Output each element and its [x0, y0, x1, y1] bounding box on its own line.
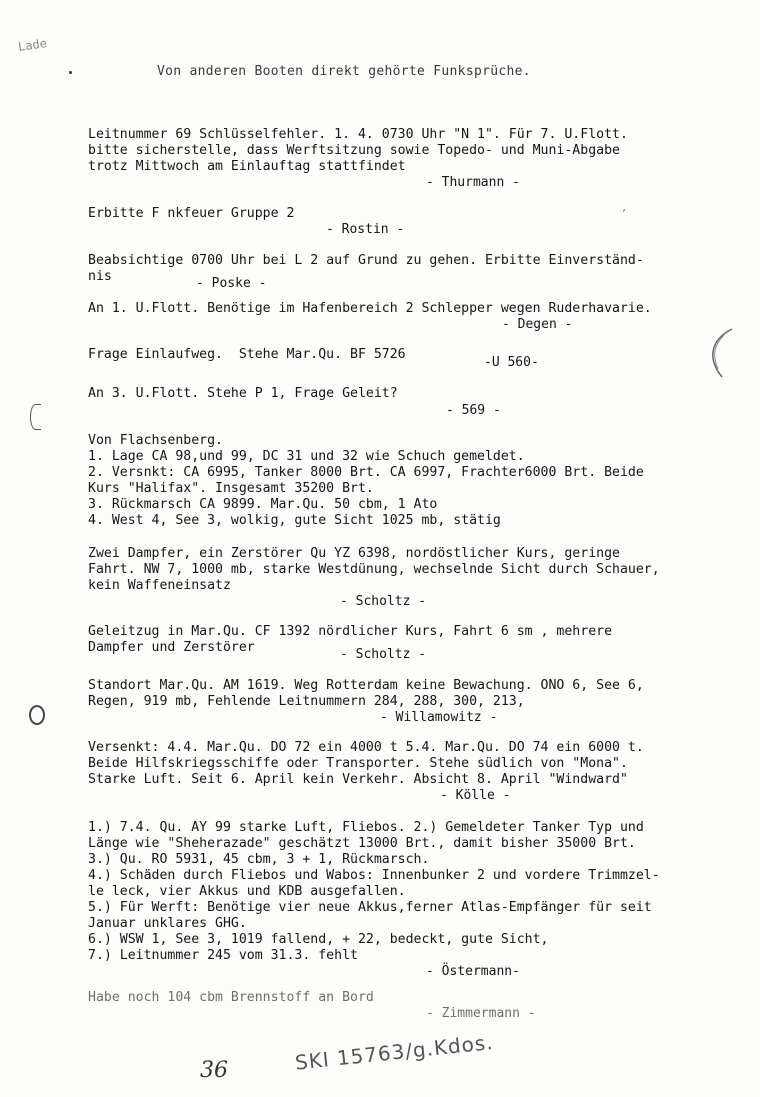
message-line: Dampfer und Zerstörer: [88, 640, 255, 655]
message-line: Geleitzug in Mar.Qu. CF 1392 nördlicher Kurs, Fahrt 6 sm , mehrere: [88, 624, 613, 639]
message-line: Beabsichtige 0700 Uhr bei L 2 auf Grund zu gehen. Erbitte Einverständ-: [88, 253, 644, 268]
message-line: Länge wie "Sheherazade" geschätzt 13000 Brt., damit bisher 35000 Brt.: [88, 836, 636, 851]
message-signature: - Thurmann -: [426, 175, 520, 190]
message-line: An 3. U.Flott. Stehe P 1, Frage Geleit?: [88, 386, 398, 401]
message-line: Standort Mar.Qu. AM 1619. Weg Rotterdam keine Bewachung. ONO 6, See 6,: [88, 678, 644, 693]
punch-hole-mark: [29, 705, 45, 725]
message-line: Kurs "Halifax". Insgesamt 35200 Brt.: [88, 481, 374, 496]
message-line: Regen, 919 mb, Fehlende Leitnummern 284, 288, 300, 213,: [88, 694, 525, 709]
message-line: Habe noch 104 cbm Brennstoff an Bord: [88, 990, 374, 1005]
document-heading: Von anderen Booten direkt gehörte Funksprüche.: [157, 64, 531, 79]
message-signature: - Degen -: [502, 317, 573, 332]
message-line: Zwei Dampfer, ein Zerstörer Qu YZ 6398, nordöstlicher Kurs, geringe: [88, 546, 620, 561]
message-line: 5.) Für Werft: Benötige vier neue Akkus,ferner Atlas-Empfänger für seit: [88, 900, 652, 915]
message-line: 2. Versnkt: CA 6995, Tanker 8000 Brt. CA 6997, Frachter6000 Brt. Beide: [88, 465, 644, 480]
punch-dot: [69, 71, 72, 74]
message-signature: - Östermann-: [426, 964, 520, 979]
message-line: 6.) WSW 1, See 3, 1019 fallend, + 22, bedeckt, gute Sicht,: [88, 932, 549, 947]
message-line: Fahrt. NW 7, 1000 mb, starke Westdünung, wechselnde Sicht durch Schauer,: [88, 562, 660, 577]
message-line: 1.) 7.4. Qu. AY 99 starke Luft, Fliebos. 2.) Gemeldeter Tanker Typ und: [88, 820, 644, 835]
archive-stamp: [293, 1019, 502, 1092]
message-line: kein Waffeneinsatz: [88, 578, 231, 593]
message-line: le leck, vier Akkus und KDB ausgefallen.: [88, 884, 406, 899]
tick-mark: ’: [622, 207, 626, 221]
message-line: Erbitte F nkfeuer Gruppe 2: [88, 206, 295, 221]
message-line: bitte sicherstelle, dass Werftsitzung sowie Topedo- und Muni-Abgabe: [88, 143, 620, 158]
message-line: nis: [88, 269, 112, 284]
message-line: 4.) Schäden durch Fliebos und Wabos: Innenbunker 2 und vordere Trimmzel-: [88, 868, 660, 883]
margin-curve-mark: [700, 325, 740, 385]
message-line: 3.) Qu. RO 5931, 45 cbm, 3 + 1, Rückmarsch.: [88, 852, 430, 867]
message-signature: - Zimmermann -: [426, 1006, 536, 1021]
message-signature: - Scholtz -: [340, 647, 427, 662]
corner-note: Lade: [17, 36, 48, 54]
message-signature: -U 560-: [484, 355, 539, 370]
message-line: Starke Luft. Seit 6. April kein Verkehr. Absicht 8. April "Windward": [88, 772, 628, 787]
message-line: Leitnummer 69 Schlüsselfehler. 1. 4. 0730 Uhr "N 1". Für 7. U.Flott.: [88, 127, 628, 142]
message-line: An 1. U.Flott. Benötige im Hafenbereich 2 Schlepper wegen Ruderhavarie.: [88, 301, 652, 316]
message-signature: - Poske -: [196, 276, 267, 291]
stamp-text: SKI 15763/g.Kdos.: [293, 1029, 495, 1075]
message-line: Versenkt: 4.4. Mar.Qu. DO 72 ein 4000 t 5.4. Mar.Qu. DO 74 ein 6000 t.: [88, 740, 644, 755]
message-signature: - Kölle -: [440, 788, 511, 803]
message-line: 7.) Leitnummer 245 vom 31.3. fehlt: [88, 948, 358, 963]
message-signature: - Willamowitz -: [380, 710, 498, 725]
message-line: 1. Lage CA 98,und 99, DC 31 und 32 wie Schuch gemeldet.: [88, 449, 525, 464]
message-signature: - 569 -: [446, 403, 501, 418]
message-line: 3. Rückmarsch CA 9899. Mar.Qu. 50 cbm, 1 Ato: [88, 497, 438, 512]
margin-bracket-mark: [30, 404, 41, 430]
message-line: Von Flachsenberg.: [88, 433, 223, 448]
message-line: 4. West 4, See 3, wolkig, gute Sicht 1025 mb, stätig: [88, 513, 501, 528]
message-line: Januar unklares GHG.: [88, 916, 247, 931]
handwritten-page-number: 36: [200, 1058, 228, 1083]
message-line: Beide Hilfskriegsschiffe oder Transporter. Stehe südlich von "Mona".: [88, 756, 628, 771]
message-signature: - Scholtz -: [340, 594, 427, 609]
message-line: trotz Mittwoch am Einlauftag stattfindet: [88, 159, 406, 174]
message-signature: - Rostin -: [326, 222, 405, 237]
message-line: Frage Einlaufweg. Stehe Mar.Qu. BF 5726: [88, 347, 406, 362]
